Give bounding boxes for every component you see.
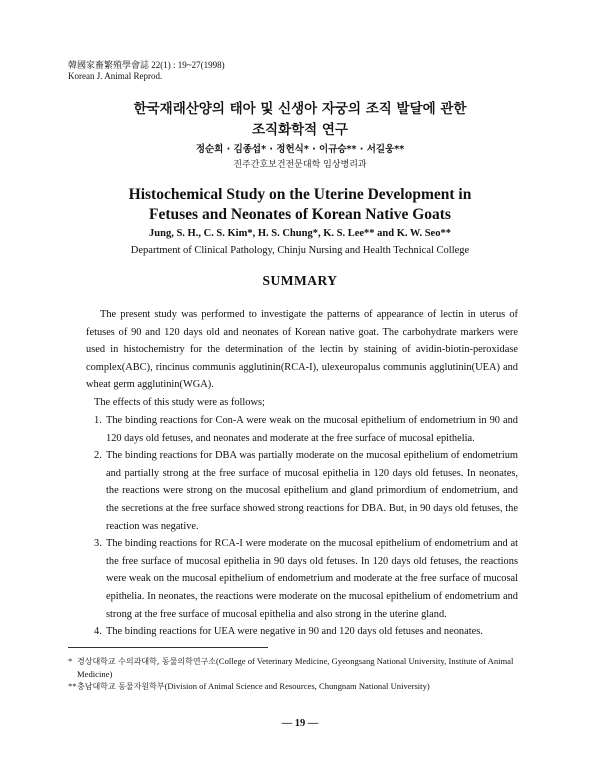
- korean-title-line-1: 한국재래산양의 태아 및 신생아 자궁의 조직 발달에 관한: [133, 101, 467, 117]
- list-item-number: 1.: [94, 415, 102, 426]
- footnote-korean: 충남대학교 동물자원학부: [77, 682, 165, 691]
- footnote-english: (College of Veterinary Medicine, Gyeongsang National University, Institute of Animal Medicine): [77, 656, 514, 679]
- list-item-text: The binding reactions for DBA was partially moderate on the mucosal epithelium of endometrium and partially strong at the free surface of mucosal epithelia in 120 days old fetuses. In neonates, the reactions were strong on the mucosal epithelium and gland primordium of endometrium, and the secretions at the free surface showed strong reactions for DBA. But, in 90 days old fetuses, the reaction was negative.: [106, 450, 518, 532]
- korean-authors: 정순희 · 김종섭* · 정헌식* · 이규승** · 서길웅**: [195, 144, 405, 155]
- korean-title-line-2: 조직화학적 연구: [252, 122, 348, 138]
- results-list: [86, 412, 518, 641]
- list-item: [86, 535, 518, 623]
- footnote: [68, 655, 528, 680]
- page-number: — 19 —: [281, 718, 319, 729]
- list-item-number: 3.: [94, 538, 102, 550]
- list-item-number: 4.: [94, 626, 102, 638]
- journal-name: Korean J. Animal Reprod.: [68, 71, 163, 81]
- journal-citation: 韓國家畜繁殖學會誌 22(1) : 19~27(1998): [68, 60, 225, 70]
- list-item-text: The binding reactions for Con-A were weak on the mucosal epithelium of endometrium in 90 and 120 days old fetuses, and neonates and moderate at the free surface of mucosal epithelia.: [106, 415, 518, 444]
- list-item-text: The binding reactions for RCA-I were moderate on the mucosal epithelium of endometrium and at the free surface of mucosal epithelia in 90 days old fetuses. In 120 days old fetuses, the reactions were weak on the mucosal epithelium of endometrium and moderate at the free surface of mucosal epithelia. In neonates, the reactions were moderate on the mucosal epithelium of endometrium and strong at the free surface of mucosal epithelia and also strong in the uterine gland.: [106, 538, 518, 620]
- english-title-line-1: Histochemical Study on the Uterine Development in: [128, 186, 472, 203]
- footnote-divider: [68, 647, 268, 648]
- list-item-number: 2.: [94, 450, 102, 462]
- journal-header: [68, 60, 225, 82]
- intro-paragraph: The present study was performed to investigate the patterns of appearance of lectin in uterus of fetuses of 90 and 120 days old and neonates of Korean native goat. The carbohydrate markers were used in histochemistry for the determination of the lectin by staining of avidin-biotin-peroxidase complex(ABC), rincinus communis agglutinin(RCA-I), ulexeuropalus communis agglutinin(UEA) and wheat germ agglutinin(WGA).: [86, 309, 518, 391]
- footnote-english: (Division of Animal Science and Resources, Chungnam National University): [164, 681, 430, 691]
- footnote-mark: **: [68, 681, 77, 691]
- list-item: [86, 623, 518, 641]
- footnotes: [68, 655, 528, 693]
- summary-heading: SUMMARY: [262, 273, 338, 288]
- english-affiliation: Department of Clinical Pathology, Chinju Nursing and Health Technical College: [130, 245, 470, 256]
- footnote: [68, 680, 528, 693]
- list-item: [86, 412, 518, 447]
- list-item: [86, 447, 518, 535]
- footnote-mark: *: [68, 656, 73, 666]
- korean-affiliation: 진주간호보건전문대학 임상병리과: [233, 160, 367, 170]
- effects-intro: The effects of this study were as follows;: [94, 397, 265, 408]
- english-authors: Jung, S. H., C. S. Kim*, H. S. Chung*, K. S. Lee** and K. W. Seo**: [149, 228, 451, 239]
- footnote-korean: 경상대학교 수의과대학, 동물의학연구소: [77, 657, 217, 666]
- english-title-line-2: Fetuses and Neonates of Korean Native Goats: [149, 206, 451, 223]
- list-item-text: The binding reactions for UEA were negative in 90 and 120 days old fetuses and neonates.: [106, 626, 483, 638]
